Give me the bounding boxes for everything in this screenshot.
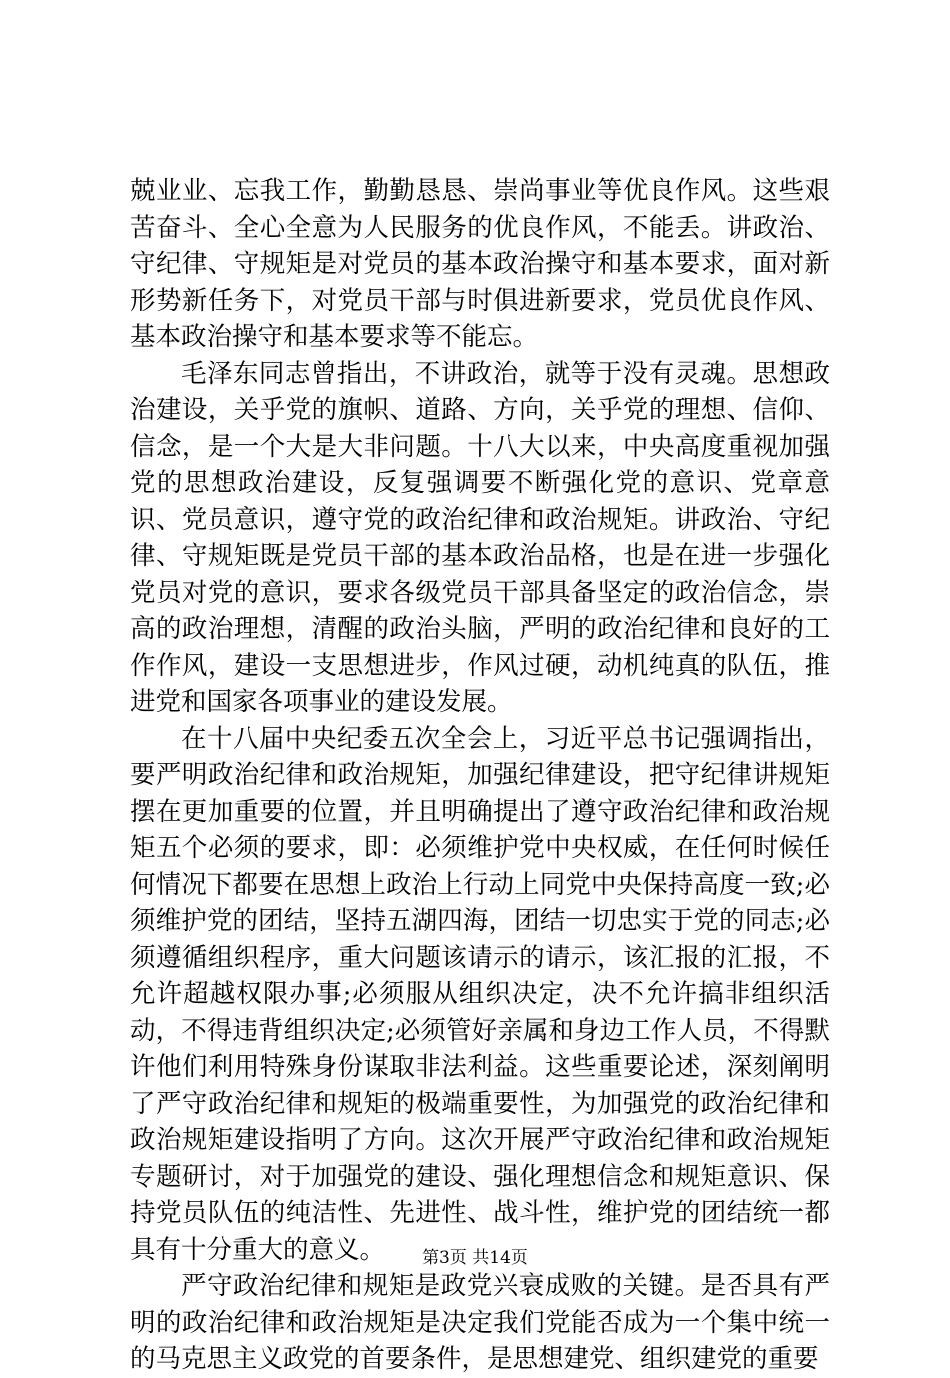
page-number-footer: 第3页 共14页	[422, 1248, 528, 1268]
paragraph-3: 在十八届中央纪委五次全会上，习近平总书记强调指出，要严明政治纪律和政治规矩，加强纪律建设，把守纪律讲规矩摆在更加重要的位置，并且明确提出了遵守政治纪律和政治规矩五个必须的要求，即：必须维护党中央权威，在任何时候任何情况下都要在思想上政治上行动上同党中央保持高度一致;必须维护党的团结，坚持五湖四海，团结一切忠实于党的同志;必须遵循组织程序，重大问题该请示的请示，该汇报的汇报，不允许超越权限办事;必须服从组织决定，决不允许搞非组织活动，不得违背组织决定;必须管好亲属和身边工作人员，不得默许他们利用特殊身份谋取非法利益。这些重要论述，深刻阐明了严守政治纪律和规矩的极端重要性，为加强党的政治纪律和政治规矩建设指明了方向。这次开展严守政治纪律和政治规矩专题研讨，对于加强党的建设、强化理想信念和规矩意识、保持党员队伍的纯洁性、先进性、战斗性，维护党的团结统一都具有十分重大的意义。	[130, 723, 830, 1265]
paragraph-2: 毛泽东同志曾指出，不讲政治，就等于没有灵魂。思想政治建设，关乎党的旗帜、道路、方向，关乎党的理想、信仰、信念，是一个大是大非问题。十八大以来，中央高度重视加强党的思想政治建设，反复强调要不断强化党的意识、党章意识、党员意识，遵守党的政治纪律和政治规矩。讲政治、守纪律、守规矩既是党员干部的基本政治品格，也是在进一步强化党员对党的意识，要求各级党员干部具备坚定的政治信念，崇高的政治理想，清醒的政治头脑，严明的政治纪律和良好的工作作风，建设一支思想进步，作风过硬，动机纯真的队伍，推进党和国家各项事业的建设发展。	[130, 358, 830, 717]
paragraph-1: 兢业业、忘我工作，勤勤恳恳、崇尚事业等优良作风。这些艰苦奋斗、全心全意为人民服务的优良作风，不能丢。讲政治、守纪律、守规矩是对党员的基本政治操守和基本要求，面对新形势新任务下，对党员干部与时俱进新要求，党员优良作风、基本政治操守和基本要求等不能忘。	[130, 176, 830, 352]
paragraph-4: 严守政治纪律和规矩是政党兴衰成败的关键。是否具有严明的政治纪律和政治规矩是决定我们党能否成为一个集中统一的马克思主义政党的首要条件，是思想建党、组织建党的重要	[130, 1271, 830, 1374]
document-body	[130, 173, 830, 1378]
